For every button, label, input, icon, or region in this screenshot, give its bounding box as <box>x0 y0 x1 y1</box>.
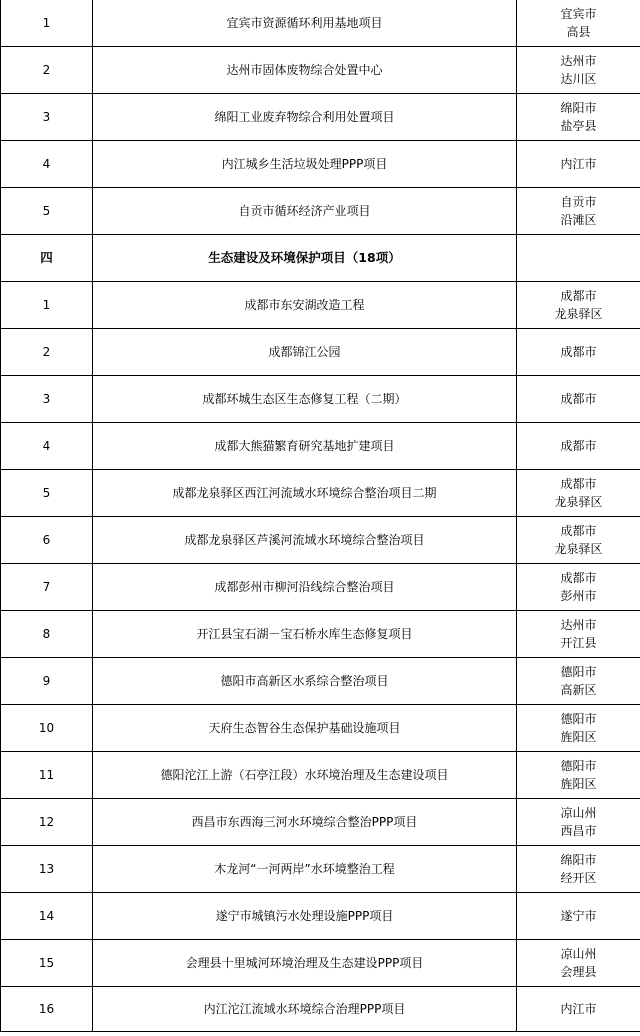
project-name: 成都龙泉驿区西江河流域水环境综合整治项目二期 <box>93 470 517 517</box>
table-row <box>1 188 640 235</box>
project-location <box>517 846 640 893</box>
table-row <box>1 423 640 470</box>
location-line: 德阳市 <box>560 712 597 726</box>
table-row <box>1 470 640 517</box>
project-name: 天府生态智谷生态保护基础设施项目 <box>93 705 517 752</box>
row-number: 2 <box>1 47 93 94</box>
location-line: 绵阳市 <box>560 853 597 867</box>
project-location <box>517 282 640 329</box>
location-line: 龙泉驿区 <box>554 495 603 509</box>
project-location <box>517 94 640 141</box>
location-line: 德阳市 <box>560 665 597 679</box>
row-number: 2 <box>1 329 93 376</box>
location-line: 凉山州 <box>560 947 597 961</box>
row-number: 16 <box>1 987 93 1032</box>
location-line: 德阳市 <box>560 759 597 773</box>
project-location <box>517 329 640 376</box>
project-name: 成都环城生态区生态修复工程（二期） <box>93 376 517 423</box>
location-line: 成都市 <box>560 439 597 453</box>
project-name: 木龙河“一河两岸”水环境整治工程 <box>93 846 517 893</box>
project-location <box>517 470 640 517</box>
location-line: 成都市 <box>560 524 597 538</box>
project-location <box>517 658 640 705</box>
location-line: 成都市 <box>560 345 597 359</box>
row-number: 4 <box>1 423 93 470</box>
project-location <box>517 47 640 94</box>
project-location <box>517 0 640 47</box>
row-number: 1 <box>1 282 93 329</box>
section-number: 四 <box>1 235 93 282</box>
project-location <box>517 611 640 658</box>
row-number: 1 <box>1 0 93 47</box>
project-name: 成都大熊猫繁育研究基地扩建项目 <box>93 423 517 470</box>
location-line: 高县 <box>566 25 591 39</box>
location-line: 绵阳市 <box>560 101 597 115</box>
row-number: 7 <box>1 564 93 611</box>
project-name: 德阳市高新区水系综合整治项目 <box>93 658 517 705</box>
location-line: 旌阳区 <box>560 777 597 791</box>
location-line: 内江市 <box>560 157 597 171</box>
table-row <box>1 94 640 141</box>
project-name: 成都锦江公园 <box>93 329 517 376</box>
location-line: 达州市 <box>560 618 597 632</box>
row-number: 3 <box>1 94 93 141</box>
project-name: 会理县十里城河环境治理及生态建设PPP项目 <box>93 940 517 987</box>
project-name: 成都龙泉驿区芦溪河流域水环境综合整治项目 <box>93 517 517 564</box>
location-line: 成都市 <box>560 477 597 491</box>
location-line: 凉山州 <box>560 806 597 820</box>
table-row <box>1 376 640 423</box>
project-name: 成都市东安湖改造工程 <box>93 282 517 329</box>
project-name: 内江沱江流域水环境综合治理PPP项目 <box>93 987 517 1032</box>
location-line: 彭州市 <box>560 589 597 603</box>
project-name: 德阳沱江上游（石亭江段）水环境治理及生态建设项目 <box>93 752 517 799</box>
project-table-body <box>1 0 640 1032</box>
location-line: 内江市 <box>560 1002 597 1016</box>
row-number: 11 <box>1 752 93 799</box>
row-number: 14 <box>1 893 93 940</box>
row-number: 8 <box>1 611 93 658</box>
table-row <box>1 987 640 1032</box>
row-number: 12 <box>1 799 93 846</box>
table-row <box>1 47 640 94</box>
project-name: 内江城乡生活垃圾处理PPP项目 <box>93 141 517 188</box>
table-row <box>1 846 640 893</box>
row-number: 9 <box>1 658 93 705</box>
table-row <box>1 799 640 846</box>
location-line: 旌阳区 <box>560 730 597 744</box>
project-location <box>517 705 640 752</box>
section-title: 生态建设及环境保护项目（18项） <box>93 235 517 282</box>
project-name: 绵阳工业废弃物综合利用处置项目 <box>93 94 517 141</box>
location-line: 遂宁市 <box>560 909 597 923</box>
table-row <box>1 0 640 47</box>
project-location <box>517 752 640 799</box>
location-line: 会理县 <box>560 965 597 979</box>
project-location <box>517 893 640 940</box>
location-line: 成都市 <box>560 571 597 585</box>
table-row <box>1 752 640 799</box>
project-location <box>517 188 640 235</box>
row-number: 5 <box>1 470 93 517</box>
project-name: 宜宾市资源循环利用基地项目 <box>93 0 517 47</box>
row-number: 10 <box>1 705 93 752</box>
location-line: 达川区 <box>560 72 597 86</box>
table-row <box>1 658 640 705</box>
row-number: 13 <box>1 846 93 893</box>
project-name: 西昌市东西海三河水环境综合整治PPP项目 <box>93 799 517 846</box>
row-number: 4 <box>1 141 93 188</box>
table-row <box>1 564 640 611</box>
location-line: 达州市 <box>560 54 597 68</box>
section-location <box>517 235 640 282</box>
location-line: 开江县 <box>560 636 597 650</box>
location-line: 沿滩区 <box>560 213 597 227</box>
project-location <box>517 141 640 188</box>
project-location <box>517 423 640 470</box>
location-line: 高新区 <box>560 683 597 697</box>
location-line: 成都市 <box>560 392 597 406</box>
table-row <box>1 893 640 940</box>
row-number: 3 <box>1 376 93 423</box>
row-number: 15 <box>1 940 93 987</box>
table-row <box>1 940 640 987</box>
project-name: 成都彭州市柳河沿线综合整治项目 <box>93 564 517 611</box>
section-header-row <box>1 235 640 282</box>
table-row <box>1 517 640 564</box>
project-location <box>517 799 640 846</box>
location-line: 盐亭县 <box>560 119 597 133</box>
location-line: 龙泉驿区 <box>554 307 603 321</box>
project-location <box>517 564 640 611</box>
project-location <box>517 987 640 1032</box>
location-line: 西昌市 <box>560 824 597 838</box>
project-name: 达州市固体废物综合处置中心 <box>93 47 517 94</box>
table-row <box>1 705 640 752</box>
project-name: 自贡市循环经济产业项目 <box>93 188 517 235</box>
location-line: 经开区 <box>560 871 597 885</box>
location-line: 龙泉驿区 <box>554 542 603 556</box>
row-number: 6 <box>1 517 93 564</box>
location-line: 自贡市 <box>560 195 597 209</box>
project-name: 遂宁市城镇污水处理设施PPP项目 <box>93 893 517 940</box>
row-number: 5 <box>1 188 93 235</box>
table-row <box>1 141 640 188</box>
project-location <box>517 517 640 564</box>
table-row <box>1 611 640 658</box>
location-line: 成都市 <box>560 289 597 303</box>
table-row <box>1 282 640 329</box>
project-name: 开江县宝石湖－宝石桥水库生态修复项目 <box>93 611 517 658</box>
project-location <box>517 376 640 423</box>
table-row <box>1 329 640 376</box>
location-line: 宜宾市 <box>560 7 597 21</box>
project-location <box>517 940 640 987</box>
